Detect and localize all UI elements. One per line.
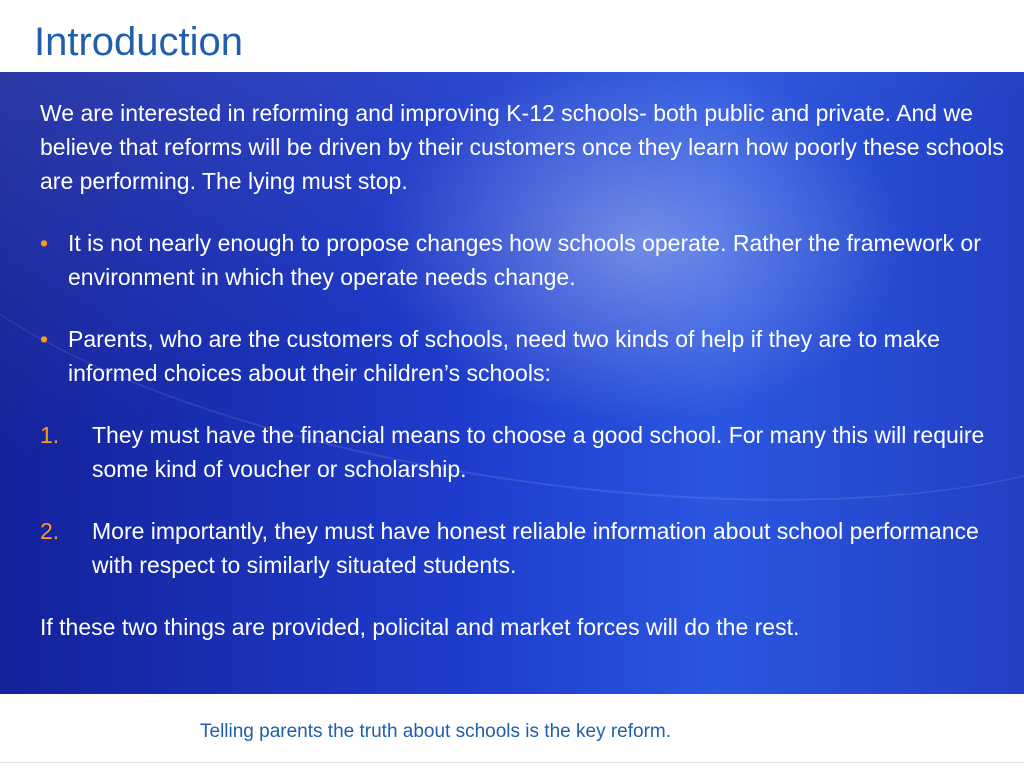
- numbered-text: More importantly, they must have honest reliable information about school performance with respect to similarly situated students.: [92, 518, 979, 578]
- content-panel: [0, 72, 1024, 694]
- numbered-item-2: [40, 514, 1005, 582]
- numbered-text: They must have the financial means to choose a good school. For many this will require some kind of voucher or scholarship.: [92, 422, 985, 482]
- bullet-marker: •: [40, 230, 49, 256]
- intro-paragraph: We are interested in reforming and improving K-12 schools- both public and private. And we believe that reforms will be driven by their customers once they learn how poorly these schools are performing. The lying must stop.: [40, 100, 1004, 194]
- bullet-text: It is not nearly enough to propose changes how schools operate. Rather the framework or environment in which they operate needs change.: [68, 230, 981, 290]
- number-marker: 1.: [40, 422, 60, 448]
- footer-caption: Telling parents the truth about schools is the key reform.: [200, 721, 672, 742]
- number-marker: 2.: [40, 518, 60, 544]
- bullet-item-1: [40, 226, 1005, 294]
- bullet-item-2: [40, 322, 1005, 390]
- slide-body: [40, 96, 1005, 672]
- numbered-item-1: [40, 418, 1005, 486]
- bullet-text: Parents, who are the customers of schools, need two kinds of help if they are to make informed choices about their children’s schools:: [68, 326, 940, 386]
- bullet-marker: •: [40, 326, 49, 352]
- bottom-divider: [0, 762, 1024, 763]
- slide-title: Introduction: [34, 20, 244, 64]
- closing-paragraph: If these two things are provided, policital and market forces will do the rest.: [40, 614, 800, 640]
